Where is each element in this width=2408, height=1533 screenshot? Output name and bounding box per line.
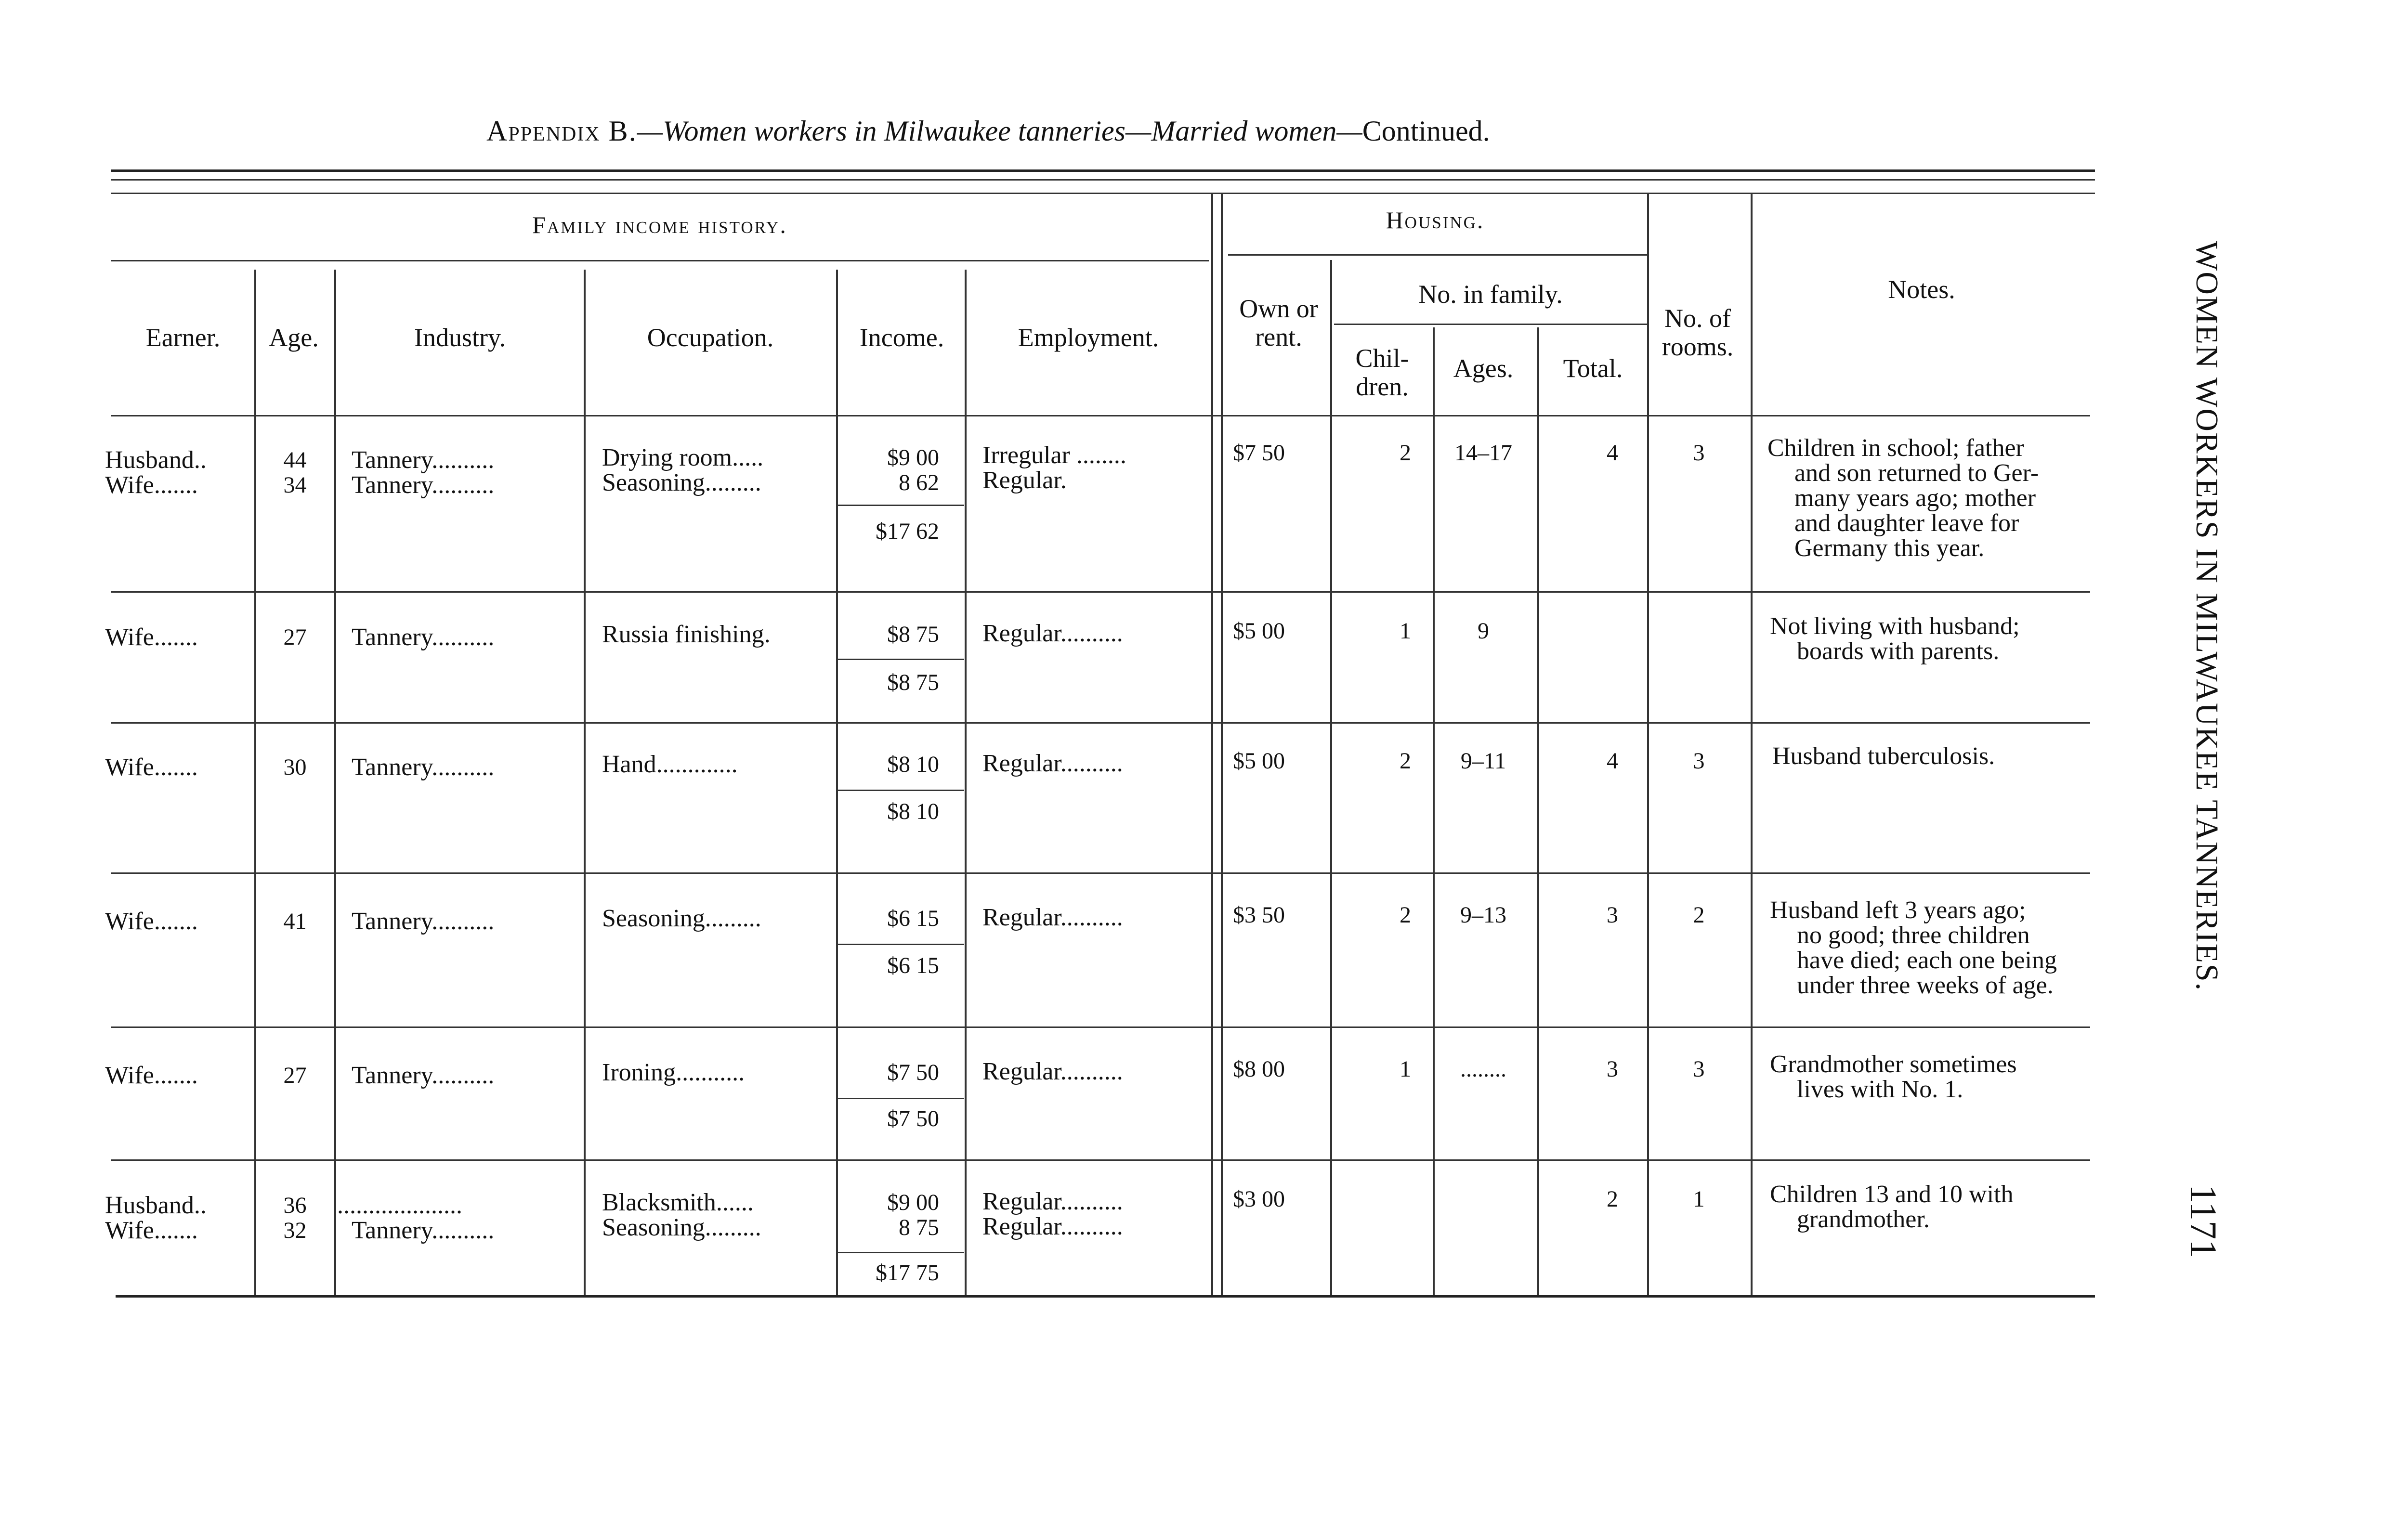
col-notes: Notes. [1888,275,1955,304]
employment: Regular.......... [982,620,1123,647]
note [1770,1182,2014,1232]
rule-under-housing-group [1228,254,1647,256]
children: 2 [1400,902,1411,928]
total-income: $17 62 [876,519,939,544]
industry: Tannery.......... [352,908,495,935]
col-total: Total. [1563,354,1623,383]
children: 2 [1400,440,1411,466]
col-children: Chil- dren. [1355,344,1409,402]
col-own-or-rent: Own or rent. [1239,294,1318,352]
note-line: Husband tuberculosis. [1772,742,1995,770]
note-line: Children 13 and 10 with [1770,1181,2014,1208]
total-income: $6 15 [887,953,939,978]
top-rule-2 [111,193,2095,194]
income-rule-6 [838,1252,964,1253]
age: 41 [283,909,307,934]
earner: Wife....... [105,754,198,781]
industry: Tannery.......... [352,624,495,651]
row-sep-2 [111,722,2090,724]
earner: Wife....... [105,624,198,651]
income: $6 15 [887,906,939,931]
ages: 9–11 [1460,748,1506,774]
industry: Tannery.......... [352,1217,495,1244]
note-line: and son returned to Ger- [1794,459,2039,487]
top-rule-thin [111,179,2095,181]
industry: Tannery.......... [352,754,495,781]
vline-own-children [1330,260,1332,1295]
rooms: 3 [1693,440,1705,466]
total: 3 [1607,1056,1618,1082]
children: 2 [1400,748,1411,774]
own-or-rent: $8 00 [1233,1056,1285,1082]
note-line: Not living with husband; [1770,612,2020,640]
note-line: have died; each one being [1797,947,2057,974]
occupation: Seasoning......... [602,469,761,496]
note [1767,436,2039,561]
rooms: 3 [1693,748,1705,774]
occupation: Ironing........... [602,1059,745,1086]
age: 30 [283,754,307,780]
ages: 14–17 [1454,440,1512,466]
income: $8 75 [887,622,939,647]
note-line: boards with parents. [1797,637,2000,665]
rooms: 1 [1693,1186,1705,1212]
note [1772,744,1995,769]
ages: 9–13 [1460,902,1506,928]
industry: Tannery.......... [352,471,495,499]
vline-total-rooms [1647,193,1649,1295]
col-occupation: Occupation. [647,323,774,352]
row-sep-4 [111,1026,2090,1028]
rooms: 3 [1693,1056,1705,1082]
employment: Regular.......... [982,1188,1123,1215]
earner: Husband.. [105,1192,207,1219]
col-industry: Industry. [414,323,506,352]
total-income: $7 50 [887,1106,939,1131]
earner: Wife....... [105,471,198,499]
page-number: 1171 [2183,1184,2225,1259]
rule-under-headers [111,415,2090,416]
col-no-in-family: No. in family. [1418,280,1563,309]
earner: Wife....... [105,908,198,935]
row-sep-1 [111,591,2090,593]
note-line: lives with No. 1. [1797,1076,1963,1103]
note-line: Germany this year. [1794,534,1985,562]
title-suffix: Continued. [1362,115,1490,147]
total-income: $8 75 [887,670,939,695]
ages: ........ [1460,1056,1506,1082]
note-line: under three weeks of age. [1797,972,2054,999]
vline-earner-age [254,270,256,1295]
title-prefix: Appendix B. [486,115,637,147]
age: 36 [283,1193,307,1218]
income: 8 62 [899,470,939,495]
col-age: Age. [269,323,319,352]
industry: Tannery.......... [352,1062,495,1089]
total: 2 [1607,1186,1618,1212]
title-italic: —Women workers in Milwaukee tanneries—Married women— [637,115,1362,147]
col-employment: Employment. [1018,323,1159,352]
income-rule-5 [838,1098,964,1099]
vline-occupation-income [836,270,838,1295]
earner: Wife....... [105,1217,198,1244]
income: $9 00 [887,445,939,470]
own-or-rent: $3 50 [1233,902,1285,928]
income-rule-3 [838,790,964,791]
income: $8 10 [887,752,939,777]
occupation: Hand............. [602,751,738,778]
note-line: many years ago; mother [1794,484,2036,512]
income: 8 75 [899,1215,939,1240]
top-rule [111,169,2095,172]
vline-double-b [1221,193,1223,1295]
col-earner: Earner. [145,323,221,352]
note-line: Grandmother sometimes [1770,1051,2017,1078]
employment: Irregular ........ [982,442,1126,469]
employment: Regular.......... [982,1058,1123,1085]
group-header-income: Family income history. [532,211,787,238]
income: $7 50 [887,1060,939,1085]
age: 27 [283,1063,307,1088]
note-line: no good; three children [1797,922,2030,949]
vline-ages-total [1537,327,1539,1295]
bottom-rule [116,1295,2095,1298]
industry: Tannery.......... [352,446,495,474]
occupation: Drying room..... [602,444,764,471]
rule-under-no-in-family [1334,324,1647,325]
age: 34 [283,472,307,498]
own-or-rent: $7 50 [1233,440,1285,466]
age: 44 [283,447,307,473]
note-line: Children in school; father [1767,434,2024,462]
total: 4 [1607,440,1618,466]
row-sep-5 [111,1159,2090,1161]
own-or-rent: $3 00 [1233,1186,1285,1212]
total: 3 [1607,902,1618,928]
occupation: Russia finishing. [602,621,771,648]
side-margin [2177,241,2230,1348]
col-no-of-rooms: No. of rooms. [1662,304,1734,362]
total-income: $8 10 [887,799,939,824]
page-title [486,115,1490,148]
age: 27 [283,624,307,650]
rooms: 2 [1693,902,1705,928]
employment: Regular.......... [982,1213,1123,1240]
occupation: Seasoning......... [602,1214,761,1241]
row-sep-3 [111,872,2090,874]
total-income: $17 75 [876,1260,939,1286]
own-or-rent: $5 00 [1233,748,1285,774]
income: $9 00 [887,1190,939,1215]
employment: Regular. [982,467,1067,494]
note-line: Husband left 3 years ago; [1770,896,2026,924]
group-header-housing: Housing. [1386,207,1485,234]
note-line: grandmother. [1797,1206,1930,1233]
note [1770,614,2020,664]
col-ages: Ages. [1453,354,1514,383]
rule-under-income-group [111,260,1209,261]
children: 1 [1400,618,1411,644]
earner: Husband.. [105,446,207,474]
vline-children-ages [1433,327,1435,1295]
total: 4 [1607,748,1618,774]
vline-double-a [1211,193,1213,1295]
vline-rooms-notes [1751,193,1753,1295]
income-rule-4 [838,944,964,945]
earner: Wife....... [105,1062,198,1089]
note [1770,898,2057,998]
income-rule-2 [838,659,964,660]
vline-age-industry [334,270,336,1295]
col-income: Income. [859,323,944,352]
children: 1 [1400,1056,1411,1082]
occupation: Blacksmith...... [602,1189,754,1216]
employment: Regular.......... [982,750,1123,777]
income-rule-1 [838,505,964,506]
ages: 9 [1478,618,1489,644]
industry: .................... [337,1192,462,1219]
age: 32 [283,1218,307,1243]
employment: Regular.......... [982,904,1123,931]
running-head: WOMEN WORKERS IN MILWAUKEE TANNERIES. [2189,241,2225,992]
note [1770,1052,2017,1102]
note-line: and daughter leave for [1794,509,2019,537]
vline-income-employment [965,270,967,1295]
vline-industry-occupation [584,270,586,1295]
own-or-rent: $5 00 [1233,618,1285,644]
occupation: Seasoning......... [602,905,761,932]
